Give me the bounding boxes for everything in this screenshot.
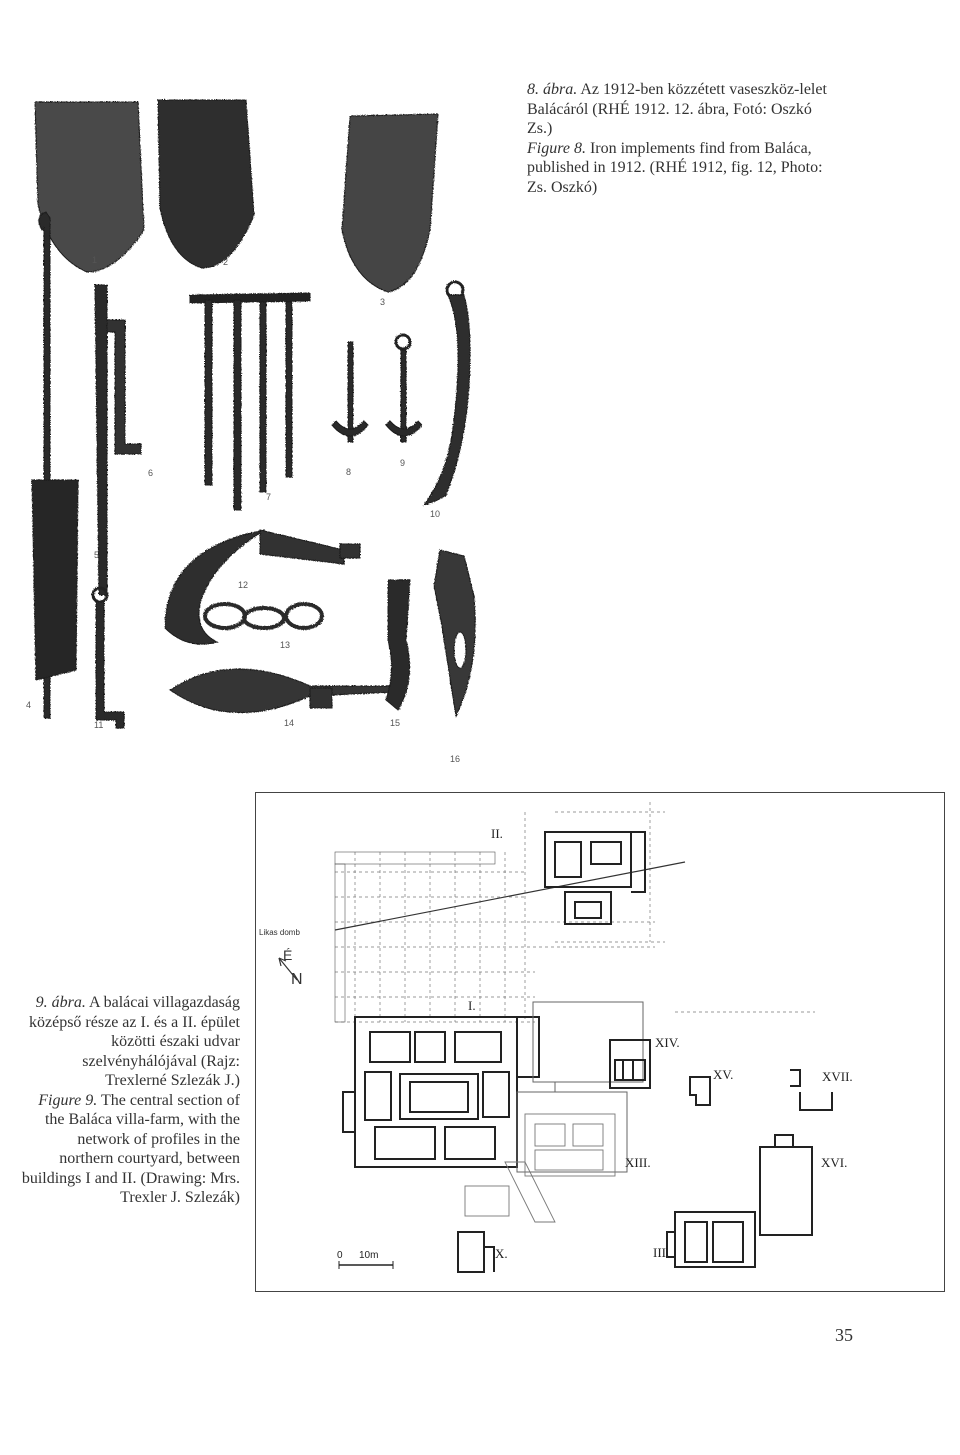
building-label-ii: II. (491, 826, 503, 841)
implement-3-blade (342, 114, 438, 292)
building-label-x: X. (495, 1246, 508, 1261)
item-number-2: 2 (223, 257, 229, 267)
building-label-i: I. (468, 998, 476, 1013)
implement-5-blade (32, 480, 78, 680)
item-number-15: 15 (390, 718, 401, 728)
figure-9-label-hu: 9. ábra. (35, 994, 86, 1011)
item-number-5: 5 (94, 550, 100, 560)
figure-8-text-en: Iron implements find from Baláca, published in 1912. (RHÉ 1912, fig. 12, Photo: Zs. Oszkó) (527, 139, 823, 196)
scale-bar (337, 1250, 393, 1269)
implement-2-blade (158, 100, 254, 268)
figure-9-text-hu: A balácai villagazdaság középső része az I. és a II. épület közötti északi udvar szelvényhálójával (Rajz: Trexlerné Szlezák J.) (29, 994, 240, 1089)
figure-9-plan (255, 792, 945, 1292)
item-number-9: 9 (400, 458, 406, 468)
implement-1-blade (35, 102, 144, 272)
figure-8-caption (527, 80, 827, 197)
north-hu-label: É (283, 947, 293, 963)
item-number-1: 1 (92, 255, 98, 265)
building-label-xvii: XVII. (822, 1069, 853, 1084)
item-number-12: 12 (238, 580, 249, 590)
item-number-4: 4 (26, 700, 32, 710)
figure-8-label-en: Figure 8. (527, 139, 586, 157)
page-number: 35 (835, 1325, 853, 1345)
figure-8-photo (20, 80, 500, 770)
building-label-xv: XV. (713, 1067, 734, 1082)
figure-9-label-en: Figure 9. (38, 1091, 98, 1109)
building-label-xiv: XIV. (655, 1035, 680, 1050)
item-number-3: 3 (380, 297, 386, 307)
building-label-xvi: XVI. (821, 1155, 848, 1170)
scale-label: 10m (359, 1250, 379, 1261)
figure-8-text-hu: Az 1912-ben közzétett vaseszköz-lelet Balácáról (RHÉ 1912. 12. ábra, Fotó: Oszkó Zs.) (527, 81, 827, 137)
building-label-xiii: XIII. (625, 1155, 651, 1170)
figure-8-label-hu: 8. ábra. (527, 81, 578, 98)
item-number-8: 8 (346, 467, 352, 477)
item-number-7: 7 (266, 492, 272, 502)
building-label-iii: III. (653, 1245, 670, 1260)
item-number-14: 14 (284, 718, 295, 728)
hill-label: Likas domb (259, 928, 300, 937)
figure-9-caption (20, 993, 240, 1208)
item-number-16: 16 (450, 754, 461, 764)
north-en-label: N (291, 971, 303, 988)
figure-9-text-en: The central section of the Baláca villa-farm, with the network of profiles in the northern courtyard, between buildings I and II. (Drawing: Mrs. Trexler J. Szlezák) (21, 1091, 240, 1206)
item-number-6: 6 (148, 468, 154, 478)
item-number-13: 13 (280, 640, 291, 650)
scale-zero: 0 (337, 1250, 343, 1261)
item-number-11: 11 (94, 720, 104, 730)
item-number-10: 10 (430, 509, 441, 519)
